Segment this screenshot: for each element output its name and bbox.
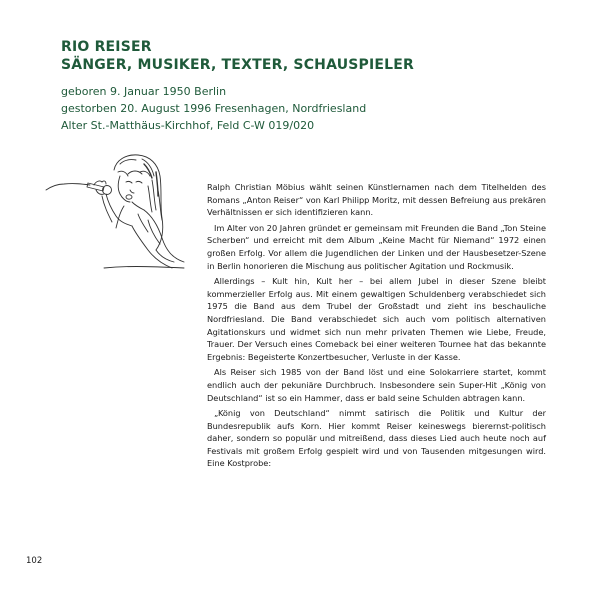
paragraph-3: Allerdings – Kult hin, Kult her – bei allem Jubel in dieser Szene bleibt kommerzieller Erfolg aus. Mit einem gewaltigen Schuldenberg verabschiedet sich 1975 die Band aus dem Trubel der Großstadt und zieht ins beschauliche Nordfriesland. Die Band verabschiedet sich auch vom politisch alternativen Agitationskurs und widmet sich nun mehr privaten Themen wie Liebe, Freude, Trauer. Der Versuch eines Comeback bei einer weiteren Tournee hat das bekannte Ergebnis: Begeisterte Konzertbesucher, Verluste in der Kasse. bbox=[207, 276, 546, 362]
biographical-info bbox=[61, 83, 561, 134]
paragraph-2: Im Alter von 20 Jahren gründet er gemeinsam mit Freunden die Band „Ton Steine Scherben“ und erreicht mit dem Album „Keine Macht für Niemand“ 1972 einen großen Erfolg. Vor allem die Jugendlichen der Linken und der Hausbesetzer-Szene in Berlin honorieren die Mischung aus politischer Agitation und Rockmusik. bbox=[207, 222, 546, 271]
paragraph-4: Als Reiser sich 1985 von der Band löst und eine Solokarriere startet, kommt endlich auch der pekuniäre Durchbruch. Insbesondere sein Super-Hit „König von Deutschland“ ist so ein Hammer, dass er bald seine Schulden abtragen kann. bbox=[207, 367, 546, 403]
page-header bbox=[61, 38, 561, 134]
grave-location: Alter St.-Matthäus-Kirchhof, Feld C-W 019/020 bbox=[61, 119, 315, 132]
page-title bbox=[61, 38, 561, 74]
page-number: 102 bbox=[26, 556, 43, 566]
paragraph-5: „König von Deutschland“ nimmt satirisch die Politik und Kultur der Bundesrepublik aufs Korn. Hier kommt Reiser keineswegs bierernst-politisch daher, sondern so populär und mitreißend, dass dieses Lied auch heute noch auf Festivals mit großem Erfolg gespielt wird und von Tausenden mitgesungen wird. Eine Kostprobe: bbox=[207, 408, 546, 469]
person-name: RIO REISER bbox=[61, 39, 152, 55]
singer-with-microphone-drawing-icon bbox=[44, 150, 192, 272]
death-info: gestorben 20. August 1996 Fresenhagen, Nordfriesland bbox=[61, 102, 367, 115]
person-profession: SÄNGER, MUSIKER, TEXTER, SCHAUSPIELER bbox=[61, 57, 415, 73]
birth-info: geboren 9. Januar 1950 Berlin bbox=[61, 85, 227, 98]
article-body bbox=[207, 181, 546, 473]
paragraph-1: Ralph Christian Möbius wählt seinen Künstlernamen nach dem Titelhelden des Romans „Anton Reiser“ von Karl Philipp Moritz, mit dessen Befreiung aus prekären Verhältnissen er sich identifizieren kann. bbox=[207, 182, 546, 218]
